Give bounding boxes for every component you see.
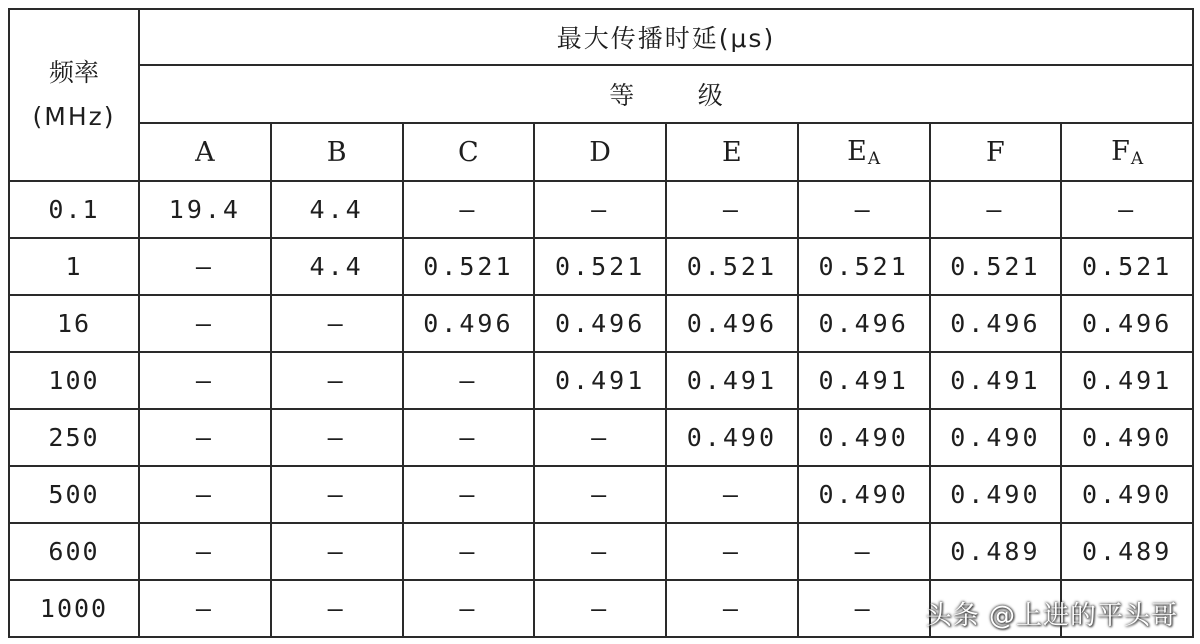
grade-label: 等 级 bbox=[609, 81, 723, 110]
class-header-cell bbox=[666, 123, 798, 181]
delay-cell: — bbox=[139, 352, 271, 409]
class-subscript: A bbox=[867, 148, 881, 169]
table-row bbox=[9, 352, 1193, 409]
delay-cell: 0.496 bbox=[403, 295, 535, 352]
delay-cell: 0.490 bbox=[930, 409, 1062, 466]
class-header-cell bbox=[403, 123, 535, 181]
class-label: E bbox=[722, 136, 742, 168]
delay-cell: 0.491 bbox=[798, 352, 930, 409]
delay-cell: 0.490 bbox=[798, 466, 930, 523]
delay-cell: 0.521 bbox=[534, 238, 666, 295]
table-row bbox=[9, 181, 1193, 238]
delay-cell: — bbox=[271, 466, 403, 523]
class-label: A bbox=[195, 136, 215, 168]
class-label: D bbox=[589, 136, 611, 168]
frequency-cell: 16 bbox=[9, 295, 139, 352]
frequency-cell: 600 bbox=[9, 523, 139, 580]
delay-cell: — bbox=[403, 523, 535, 580]
table-row bbox=[9, 295, 1193, 352]
delay-cell: — bbox=[666, 580, 798, 637]
delay-cell: — bbox=[403, 580, 535, 637]
delay-cell: 0.496 bbox=[1061, 295, 1193, 352]
delay-cell: 0.490 bbox=[666, 409, 798, 466]
propagation-delay-table bbox=[8, 8, 1194, 638]
frequency-cell: 1000 bbox=[9, 580, 139, 637]
delay-cell: 0.490 bbox=[1061, 409, 1193, 466]
delay-cell: — bbox=[534, 409, 666, 466]
table-row bbox=[9, 409, 1193, 466]
delay-cell: 0.491 bbox=[666, 352, 798, 409]
delay-cell: — bbox=[271, 409, 403, 466]
delay-cell: — bbox=[403, 409, 535, 466]
delay-cell: 0.496 bbox=[666, 295, 798, 352]
frequency-cell: 500 bbox=[9, 466, 139, 523]
table-body bbox=[9, 181, 1193, 637]
frequency-cell: 1 bbox=[9, 238, 139, 295]
delay-cell: 0.490 bbox=[1061, 466, 1193, 523]
delay-cell: — bbox=[271, 580, 403, 637]
table-row bbox=[9, 523, 1193, 580]
delay-cell: — bbox=[139, 409, 271, 466]
frequency-cell: 0.1 bbox=[9, 181, 139, 238]
grade-header bbox=[139, 65, 1193, 123]
delay-cell: — bbox=[534, 466, 666, 523]
delay-cell: 4.4 bbox=[271, 238, 403, 295]
delay-cell: 0.490 bbox=[798, 409, 930, 466]
delay-cell: — bbox=[534, 523, 666, 580]
delay-cell: — bbox=[139, 580, 271, 637]
class-label: F bbox=[1111, 135, 1130, 167]
delay-cell: 0.521 bbox=[666, 238, 798, 295]
class-header-cell bbox=[139, 123, 271, 181]
delay-cell: 0.496 bbox=[930, 295, 1062, 352]
delay-cell: 0.521 bbox=[403, 238, 535, 295]
delay-cell: — bbox=[403, 352, 535, 409]
class-header-row bbox=[9, 123, 1193, 181]
delay-cell: 4.4 bbox=[271, 181, 403, 238]
delay-cell: — bbox=[666, 181, 798, 238]
class-label: C bbox=[458, 136, 479, 168]
delay-cell: — bbox=[1061, 181, 1193, 238]
class-label: F bbox=[986, 136, 1005, 168]
delay-cell: 0.496 bbox=[534, 295, 666, 352]
delay-cell: 0.521 bbox=[930, 238, 1062, 295]
delay-cell: — bbox=[139, 238, 271, 295]
delay-cell: — bbox=[271, 295, 403, 352]
table-row bbox=[9, 238, 1193, 295]
class-header-cell bbox=[1061, 123, 1193, 181]
class-label: E bbox=[847, 135, 867, 167]
delay-cell: 0.491 bbox=[1061, 352, 1193, 409]
delay-cell: — bbox=[271, 352, 403, 409]
delay-cell: 19.4 bbox=[139, 181, 271, 238]
watermark: 头条 @上进的平头哥 bbox=[925, 601, 1178, 631]
frequency-cell: 100 bbox=[9, 352, 139, 409]
class-header-cell bbox=[271, 123, 403, 181]
class-label: B bbox=[326, 136, 347, 168]
delay-cell: — bbox=[139, 523, 271, 580]
delay-cell: — bbox=[930, 181, 1062, 238]
frequency-header-unit: (MHz) bbox=[32, 102, 116, 131]
delay-cell: — bbox=[534, 181, 666, 238]
frequency-header bbox=[9, 9, 139, 181]
delay-cell: — bbox=[798, 523, 930, 580]
table-row bbox=[9, 466, 1193, 523]
class-header-cell bbox=[798, 123, 930, 181]
class-subscript: A bbox=[1130, 148, 1144, 169]
frequency-header-label: 频率 bbox=[48, 58, 99, 88]
delay-cell: — bbox=[798, 580, 930, 637]
delay-cell: 0.521 bbox=[1061, 238, 1193, 295]
delay-cell: — bbox=[139, 295, 271, 352]
class-header-cell bbox=[534, 123, 666, 181]
delay-cell: — bbox=[666, 523, 798, 580]
delay-cell: — bbox=[666, 466, 798, 523]
delay-cell: — bbox=[271, 523, 403, 580]
delay-cell: 0.491 bbox=[930, 352, 1062, 409]
delay-cell: — bbox=[403, 466, 535, 523]
delay-cell: — bbox=[534, 580, 666, 637]
delay-cell: 0.521 bbox=[798, 238, 930, 295]
delay-cell: 0.496 bbox=[798, 295, 930, 352]
delay-cell: — bbox=[798, 181, 930, 238]
delay-cell: 0.489 bbox=[1061, 523, 1193, 580]
delay-cell: 0.490 bbox=[930, 466, 1062, 523]
delay-cell: 0.489 bbox=[930, 523, 1062, 580]
frequency-cell: 250 bbox=[9, 409, 139, 466]
delay-cell: 0.491 bbox=[534, 352, 666, 409]
table-title: 最大传播时延(μs) bbox=[139, 9, 1193, 65]
delay-cell: — bbox=[139, 466, 271, 523]
delay-cell: — bbox=[403, 181, 535, 238]
class-header-cell bbox=[930, 123, 1062, 181]
